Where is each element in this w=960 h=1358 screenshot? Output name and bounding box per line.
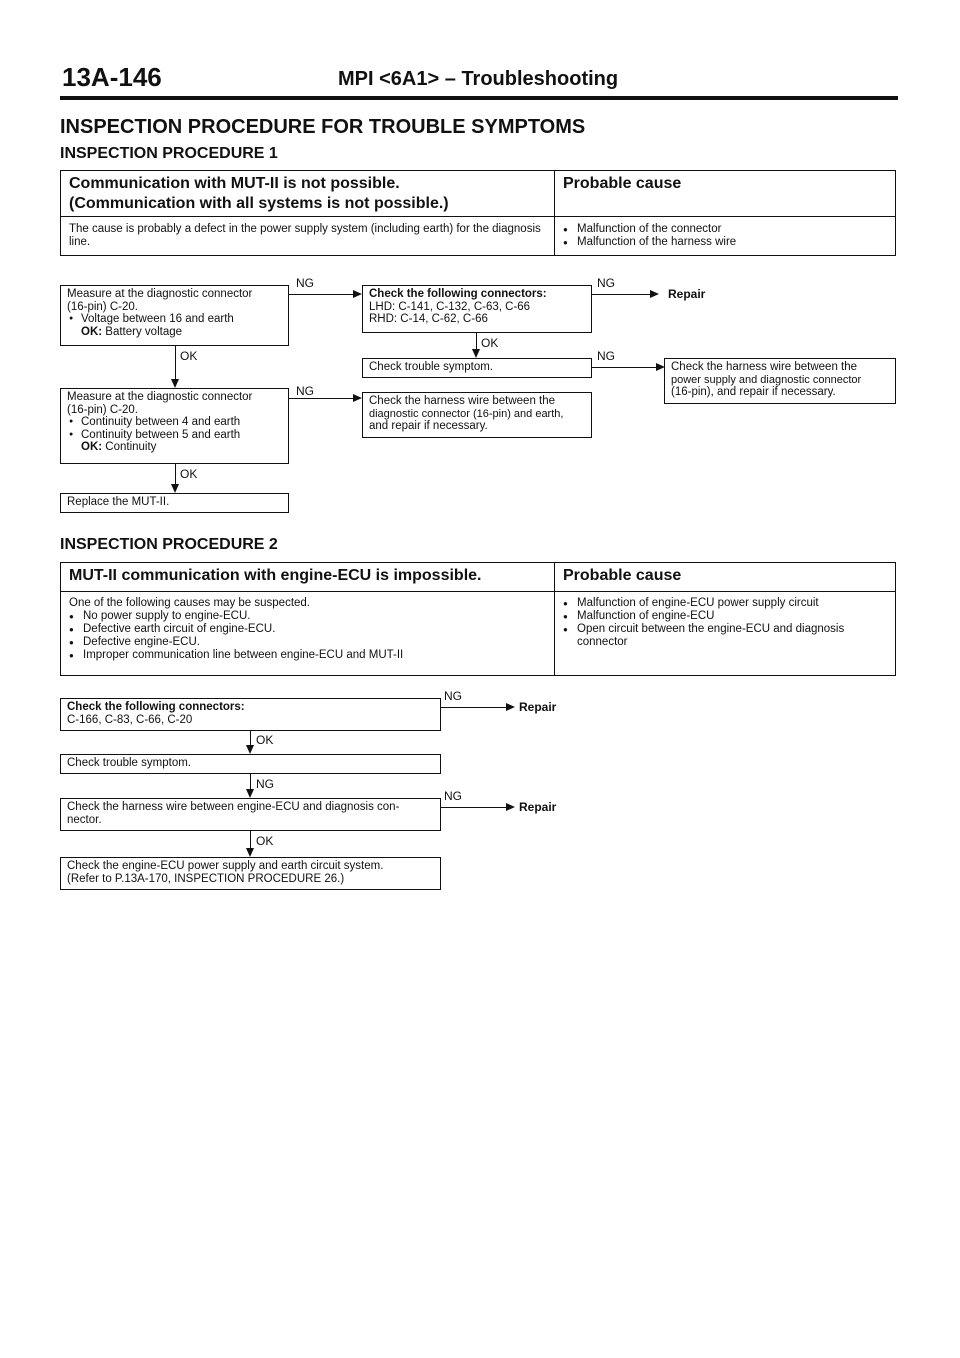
- p2-ok-label: OK: [256, 733, 274, 747]
- p1-repair-label: Repair: [668, 287, 706, 301]
- p2-b4-line1: Check the engine-ECU power supply and earth circuit system.: [67, 860, 384, 872]
- p1-conn-line: [476, 333, 477, 349]
- p1-b1-ok-value: Battery voltage: [105, 325, 183, 338]
- proc2-cause-header: Probable cause: [563, 567, 682, 584]
- p1-conn-line: [289, 398, 355, 399]
- p2-arrow-down-icon: [246, 745, 254, 754]
- page-title: [338, 68, 618, 91]
- p2-ecu-power-box: [60, 857, 441, 890]
- p2-b1-title: Check the following connectors:: [67, 701, 245, 713]
- proc1-description: The cause is probably a defect in the power supply system (including earth) for the diagnosis line.: [61, 217, 555, 255]
- p1-conn-line: [592, 367, 657, 368]
- p1-b1-line2: (16-pin) C-20.: [67, 300, 138, 313]
- p1-conn-line: [592, 294, 650, 295]
- proc2-desc-item: ● No power supply to engine-ECU.: [69, 610, 546, 623]
- proc1-cause-header: Probable cause: [563, 175, 682, 192]
- proc2-symptom: MUT-II communication with engine-ECU is impossible.: [61, 563, 555, 591]
- proc2-heading: INSPECTION PROCEDURE 2: [60, 536, 278, 553]
- p1-measure-continuity-box: [60, 388, 289, 464]
- title-text: Troubleshooting: [461, 68, 619, 90]
- p1-b5-line2: diagnostic connector (16-pin) and earth,: [369, 407, 564, 420]
- p2-ng-label: NG: [256, 777, 274, 791]
- p1-measure-voltage-box: [60, 285, 289, 346]
- p2-check-connectors-box: [60, 698, 441, 731]
- p1-arrow-down-icon: [171, 484, 179, 493]
- p1-harness-power-box: [664, 358, 896, 404]
- p2-arrow-right-icon: [506, 703, 515, 711]
- p1-arrow-right-icon: [353, 290, 362, 298]
- p1-b6-line3: (16-pin), and repair if necessary.: [671, 386, 836, 398]
- proc2-cause-item: ● Malfunction of engine-ECU: [563, 610, 887, 623]
- p1-ng-label: NG: [597, 276, 615, 290]
- p1-b2-line1: LHD: C-141, C-132, C-63, C-66: [369, 300, 531, 313]
- p2-ng-label: NG: [444, 789, 462, 803]
- p2-repair-label: Repair: [519, 800, 557, 814]
- p1-b2-title: Check the following connectors:: [369, 288, 547, 300]
- p1-conn-line: [175, 346, 176, 379]
- p2-check-symptom-box: Check trouble symptom.: [60, 754, 441, 774]
- p1-b5-line3: and repair if necessary.: [369, 420, 488, 432]
- proc2-desc-item: ● Defective engine-ECU.: [69, 636, 546, 649]
- header-rule: [60, 96, 898, 100]
- proc2-cause-item: ● Open circuit between the engine-ECU and diagnosis connector: [563, 623, 887, 649]
- p1-ok-label: OK: [180, 467, 198, 481]
- p1-b4-line1: Measure at the diagnostic connector: [67, 391, 253, 403]
- proc2-description: [61, 592, 555, 675]
- p2-repair-label: Repair: [519, 700, 557, 714]
- p2-arrow-down-icon: [246, 848, 254, 857]
- proc2-table: [60, 562, 896, 676]
- p1-check-connectors-box: [362, 285, 592, 333]
- p1-b2-line2: RHD: C-14, C-62, C-66: [369, 313, 488, 325]
- p2-conn-line: [441, 807, 507, 808]
- proc1-symptom: [61, 171, 555, 216]
- proc1-heading: INSPECTION PROCEDURE 1: [60, 145, 278, 162]
- p1-harness-earth-box: [362, 392, 592, 438]
- p2-arrow-down-icon: [246, 789, 254, 798]
- p2-arrow-right-icon: [506, 803, 515, 811]
- p1-arrow-right-icon: [656, 363, 665, 371]
- p2-conn-line: [441, 707, 507, 708]
- page-number: 13A-146: [62, 62, 162, 92]
- p1-conn-line: [289, 294, 355, 295]
- p2-b3-line1: Check the harness wire between engine-ECU and diagnosis con-: [67, 801, 400, 813]
- p2-conn-line: [250, 774, 251, 789]
- main-heading: INSPECTION PROCEDURE FOR TROUBLE SYMPTOMS: [60, 116, 586, 138]
- p2-b1-line1: C-166, C-83, C-66, C-20: [67, 713, 193, 726]
- p1-b4-line2: (16-pin) C-20.: [67, 403, 138, 416]
- p1-arrow-down-icon: [171, 379, 179, 388]
- title-code: <6A1>: [379, 68, 440, 90]
- title-dash: –: [444, 68, 456, 90]
- p1-ng-label: NG: [296, 276, 314, 290]
- title-prefix: MPI: [338, 68, 374, 90]
- p1-b4-ok-value: Continuity: [105, 441, 157, 453]
- p1-arrow-right-icon: [353, 394, 362, 402]
- p2-harness-box: [60, 798, 441, 831]
- proc1-cause-item: ● Malfunction of the connector: [563, 223, 887, 236]
- p1-arrow-right-icon: [650, 290, 659, 298]
- proc2-desc-intro: One of the following causes may be suspected.: [69, 597, 311, 609]
- p1-b5-line1: Check the harness wire between the: [369, 395, 556, 407]
- p1-arrow-down-icon: [472, 349, 480, 358]
- proc2-cause-item: ● Malfunction of engine-ECU power supply circuit: [563, 597, 887, 610]
- proc2-desc-item: ● Improper communication line between engine-ECU and MUT-II: [69, 649, 546, 662]
- p1-b4-bullet2: ● Continuity between 5 and earth: [67, 429, 282, 442]
- p1-b6-line1: Check the harness wire between the: [671, 361, 858, 373]
- p1-b4-bullet1: ● Continuity between 4 and earth: [67, 416, 282, 429]
- proc2-causes: [555, 592, 895, 675]
- p1-b1-bullet: ● Voltage between 16 and earth: [67, 313, 282, 326]
- p2-ok-label: OK: [256, 834, 274, 848]
- proc1-symptom-line1: Communication with MUT-II is not possible.: [69, 175, 400, 192]
- p1-ok-label: OK: [481, 336, 499, 350]
- p1-check-symptom-box: Check trouble symptom.: [362, 358, 592, 378]
- p1-b4-ok-label: OK:: [81, 441, 103, 453]
- p2-ng-label: NG: [444, 689, 462, 703]
- p1-conn-line: [175, 464, 176, 484]
- p1-ng-label: NG: [296, 384, 314, 398]
- proc1-causes: [555, 217, 895, 255]
- proc2-desc-item: ● Defective earth circuit of engine-ECU.: [69, 623, 546, 636]
- p1-ok-label: OK: [180, 349, 198, 363]
- p1-b1-ok-label: OK:: [81, 325, 103, 338]
- p2-b4-line2: (Refer to P.13A-170, INSPECTION PROCEDURE 26.): [67, 872, 345, 885]
- p1-replace-mut-box: Replace the MUT-II.: [60, 493, 289, 513]
- p2-conn-line: [250, 831, 251, 848]
- proc1-symptom-line2: (Communication with all systems is not possible.): [69, 195, 449, 212]
- proc1-cause-item: ● Malfunction of the harness wire: [563, 236, 887, 249]
- p2-conn-line: [250, 731, 251, 745]
- p1-b1-line1: Measure at the diagnostic connector: [67, 288, 253, 300]
- p2-b3-line2: nector.: [67, 813, 102, 826]
- p1-b6-line2: power supply and diagnostic connector: [671, 373, 862, 386]
- p1-ng-label: NG: [597, 349, 615, 363]
- proc1-table: [60, 170, 896, 256]
